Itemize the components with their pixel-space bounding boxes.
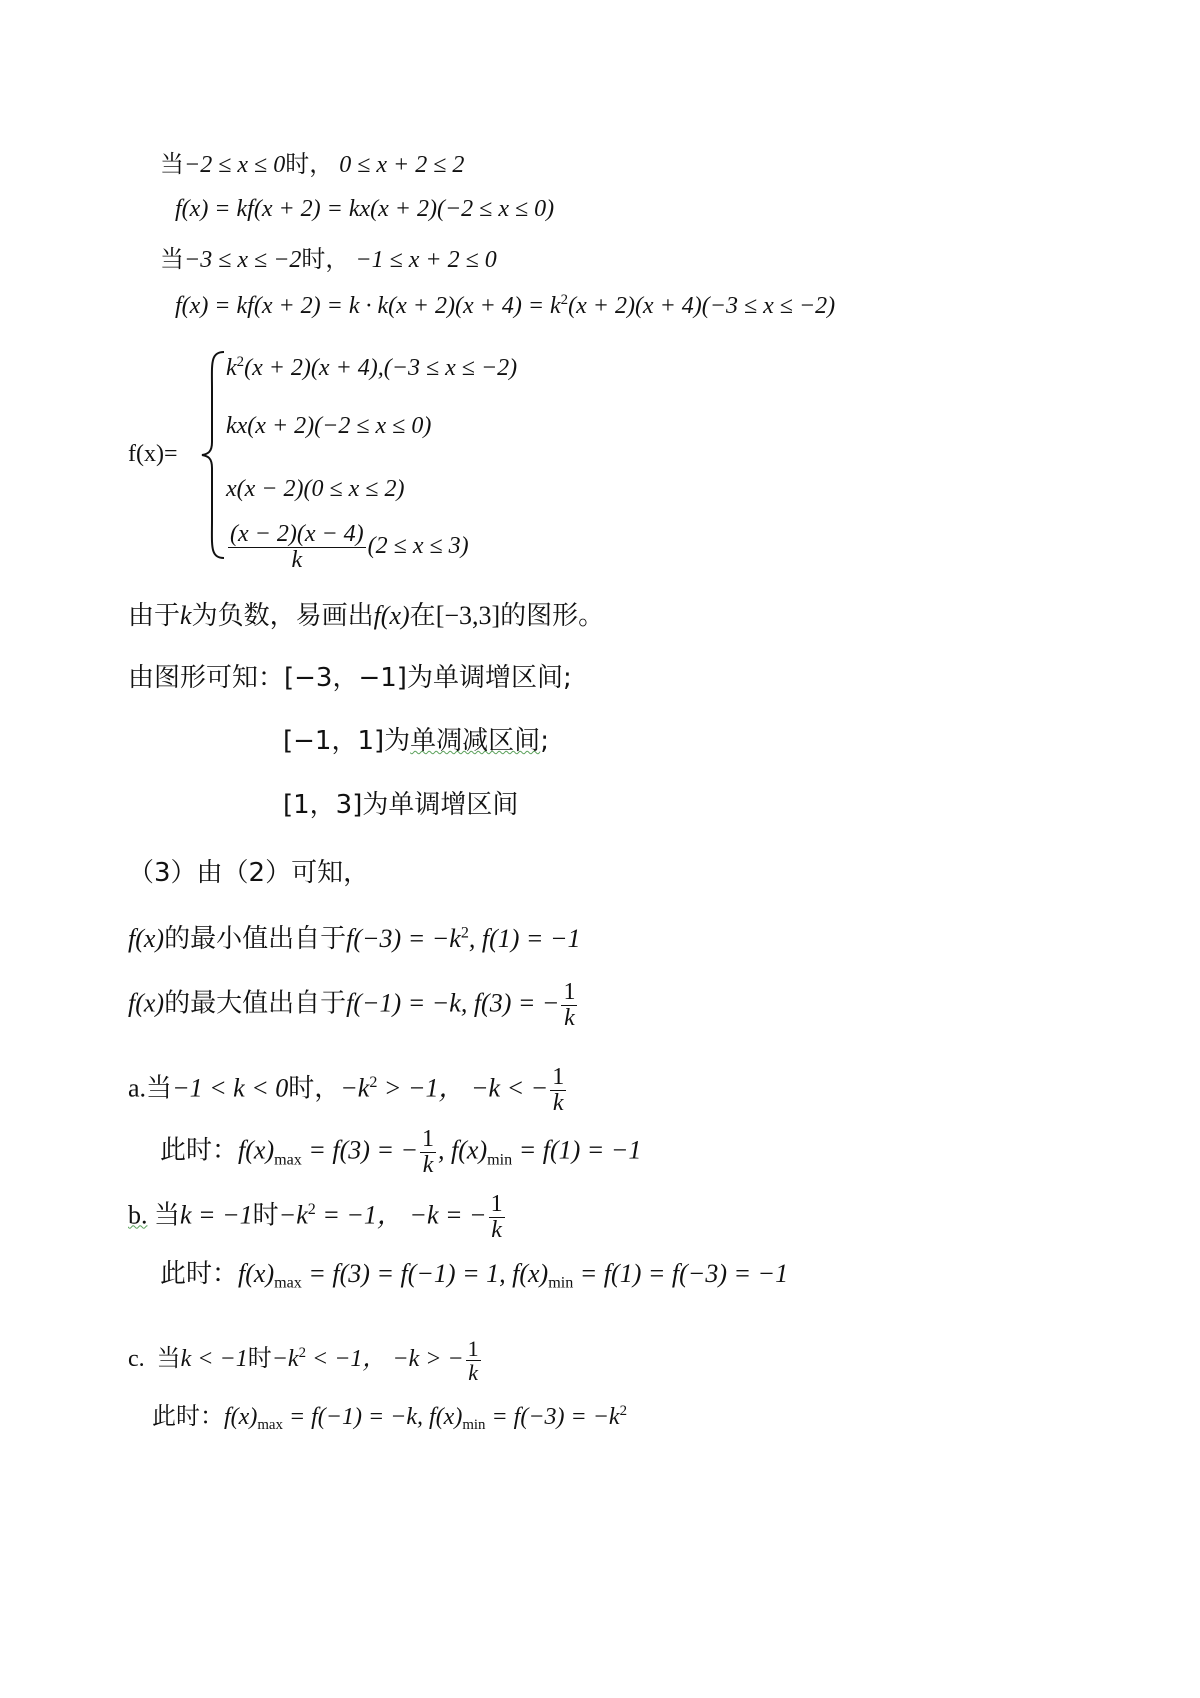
- text-line-graph: 由于k为负数，易画出f(x)在[−3,3]的图形。: [128, 601, 605, 631]
- condition-line-1: [160, 150, 464, 180]
- text-dang: 当: [160, 150, 184, 178]
- math-range: −3 ≤ x ≤ −2: [184, 247, 302, 273]
- case-b-condition: b. 当k = −1时$-k^2 = -1$， −k = − $\frac{1}{k}$: [128, 1191, 503, 1244]
- text-line-min: f(x)的最小值出自于$f(-3) = -k^2$, f(1) = −1: [128, 924, 581, 954]
- case-a-condition: a.当−1 < k < 0时，$-k^2 > -1$， −k < − $\frac{1}{k}$: [128, 1064, 565, 1117]
- equation: f(x) = kf(x + 2) = kx(x + 2)(−2 ≤ x ≤ 0): [175, 196, 555, 222]
- text-shi: 时，: [301, 245, 350, 273]
- text-line-part3: （3）由（2）可知，: [128, 858, 370, 888]
- text-shi: 时，: [285, 150, 334, 178]
- equation: (x + 2)(x + 4)(−3 ≤ x ≤ −2): [568, 293, 836, 319]
- math-range: 0 ≤ x + 2 ≤ 2: [339, 152, 465, 178]
- text-line-decreasing: [−1，1]为单凋减区间;: [283, 726, 549, 756]
- spell-check-underline: 单凋减区间: [410, 726, 541, 756]
- case-c-condition: c. 当k < −1时$-k^2 < -1$， −k > − $\frac{1}{k}$: [128, 1336, 479, 1386]
- text-line-increasing-2: [1，3]为单调增区间: [283, 790, 519, 820]
- text-dang: 当: [160, 245, 184, 273]
- text-line-increasing-1: 由图形可知：[−3，−1]为单调增区间;: [128, 663, 572, 693]
- math-range: −2 ≤ x ≤ 0: [184, 152, 286, 178]
- equation: f(x) = kf(x + 2) = k · k(x + 2)(x + 4) = k: [175, 293, 561, 319]
- case-c-result: 此时：$f(x)_{max} = f(-1) = -k$, $f(x)_{min} = f(-3) = -k^2$: [152, 1402, 627, 1434]
- piecewise-case-2: kx(x + 2)(−2 ≤ x ≤ 0): [226, 413, 432, 439]
- equation-line-2: [175, 195, 554, 224]
- math-range: −1 ≤ x + 2 ≤ 0: [355, 247, 497, 273]
- condition-line-3: [160, 245, 497, 275]
- text-line-max: f(x)的最大值出自于f(−1) = −k, f(3) = − $\frac{1}{k}$: [128, 979, 576, 1032]
- equation-line-4: [175, 292, 835, 321]
- piecewise-label: f(x)=: [128, 441, 178, 467]
- case-b-result: 此时：$f(x)_{max} = f(3) = f(-1) = 1$, $f(x)_{min} = f(1) = f(-3) = -1$: [160, 1259, 789, 1292]
- exponent: 2: [560, 292, 569, 309]
- piecewise-case-4: $\frac{(x - 2)(x - 4)}{k}$ (2 ≤ x ≤ 3): [230, 521, 469, 574]
- piecewise-case-1: $k^2(x + 2)(x + 4),(-3 \le x \le -2)$: [226, 354, 518, 381]
- left-brace-icon: [200, 350, 226, 560]
- case-a-result: 此时：$f(x)_{max} = f(3)$ = − $\frac{1}{k}$ , $f(x)_{min} = f(1) = -1$: [160, 1126, 642, 1179]
- piecewise-case-3: x(x − 2)(0 ≤ x ≤ 2): [226, 476, 405, 502]
